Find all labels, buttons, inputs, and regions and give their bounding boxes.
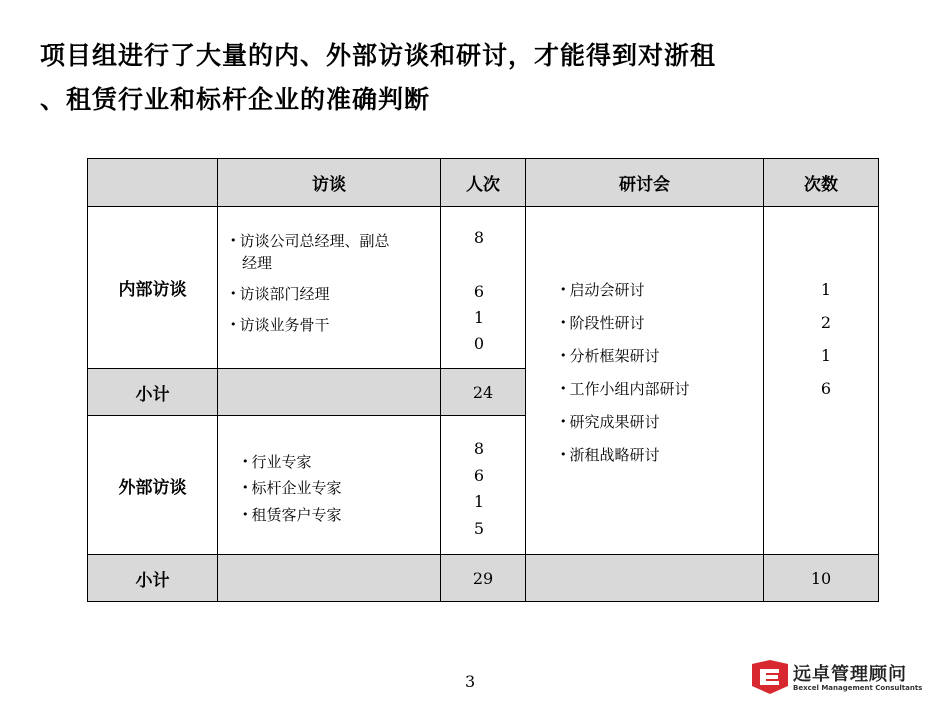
bullet-icon: •	[242, 455, 249, 468]
count-value: 6	[473, 282, 485, 301]
external-subtotal-times: 10	[763, 554, 879, 602]
count-value: 6	[820, 379, 832, 398]
list-item: • 工作小组内部研讨	[560, 380, 690, 398]
count-value: 8	[473, 439, 485, 458]
page-title	[40, 34, 910, 122]
bullet-icon: •	[560, 316, 567, 329]
external-interview-list	[242, 451, 432, 531]
count-value: 5	[473, 519, 485, 538]
bullet-icon: •	[230, 318, 237, 331]
bullet-icon: •	[242, 481, 249, 494]
list-item: • 浙租战略研讨	[560, 446, 660, 464]
logo-mark-icon	[752, 660, 788, 694]
bullet-icon: •	[242, 508, 249, 521]
header-seminar: 研讨会	[525, 158, 764, 207]
list-item: • 访谈部门经理	[230, 285, 330, 303]
external-subtotal-persons: 29	[440, 554, 526, 602]
header-persons: 人次	[440, 158, 526, 207]
seminar-list	[560, 279, 760, 469]
header-blank	[87, 158, 218, 207]
bullet-icon: •	[560, 382, 567, 395]
list-item: • 标杆企业专家	[242, 479, 342, 497]
list-item-continuation: 经理	[242, 254, 273, 272]
bullet-icon: •	[560, 415, 567, 428]
external-subtotal-label: 小计	[87, 554, 218, 602]
header-interview: 访谈	[217, 158, 441, 207]
internal-interview-list	[230, 230, 440, 350]
list-item: • 访谈公司总经理、副总	[230, 232, 390, 250]
list-item: • 访谈业务骨干	[230, 316, 330, 334]
count-value: 8	[473, 228, 485, 247]
list-item: • 研究成果研讨	[560, 413, 660, 431]
list-item: • 启动会研讨	[560, 281, 645, 299]
bullet-icon: •	[560, 448, 567, 461]
bullet-icon: •	[560, 349, 567, 362]
page-title-line-2: 、租赁行业和标杆企业的准确判断	[40, 85, 431, 114]
count-value: 1	[820, 346, 832, 365]
count-value: 6	[473, 466, 485, 485]
internal-subtotal-persons: 24	[440, 368, 526, 416]
internal-subtotal-blank	[217, 368, 441, 416]
bullet-icon: •	[230, 287, 237, 300]
count-value: 1	[820, 280, 832, 299]
external-subtotal-blank	[217, 554, 441, 602]
company-logo	[752, 658, 932, 698]
logo-name-cn: 远卓管理顾问	[793, 664, 907, 685]
list-item: • 分析框架研讨	[560, 347, 660, 365]
internal-subtotal-label: 小计	[87, 368, 218, 416]
external-subtotal-seminar-blank	[525, 554, 764, 602]
logo-name-en: Bexcel Management Consultants	[793, 684, 923, 692]
page-number: 3	[465, 672, 476, 691]
bullet-icon: •	[560, 283, 567, 296]
page-title-line-1: 项目组进行了大量的内、外部访谈和研讨，才能得到对浙租	[40, 41, 717, 70]
count-value: 1	[473, 308, 485, 327]
internal-interview-label: 内部访谈	[87, 206, 218, 369]
bullet-icon: •	[230, 234, 237, 247]
count-value: 0	[473, 334, 485, 353]
list-item: • 行业专家	[242, 453, 312, 471]
external-interview-label: 外部访谈	[87, 415, 218, 555]
interview-table	[87, 158, 879, 602]
list-item: • 阶段性研讨	[560, 314, 645, 332]
header-times: 次数	[763, 158, 879, 207]
list-item: • 租赁客户专家	[242, 506, 342, 524]
count-value: 2	[820, 313, 832, 332]
count-value: 1	[473, 492, 485, 511]
